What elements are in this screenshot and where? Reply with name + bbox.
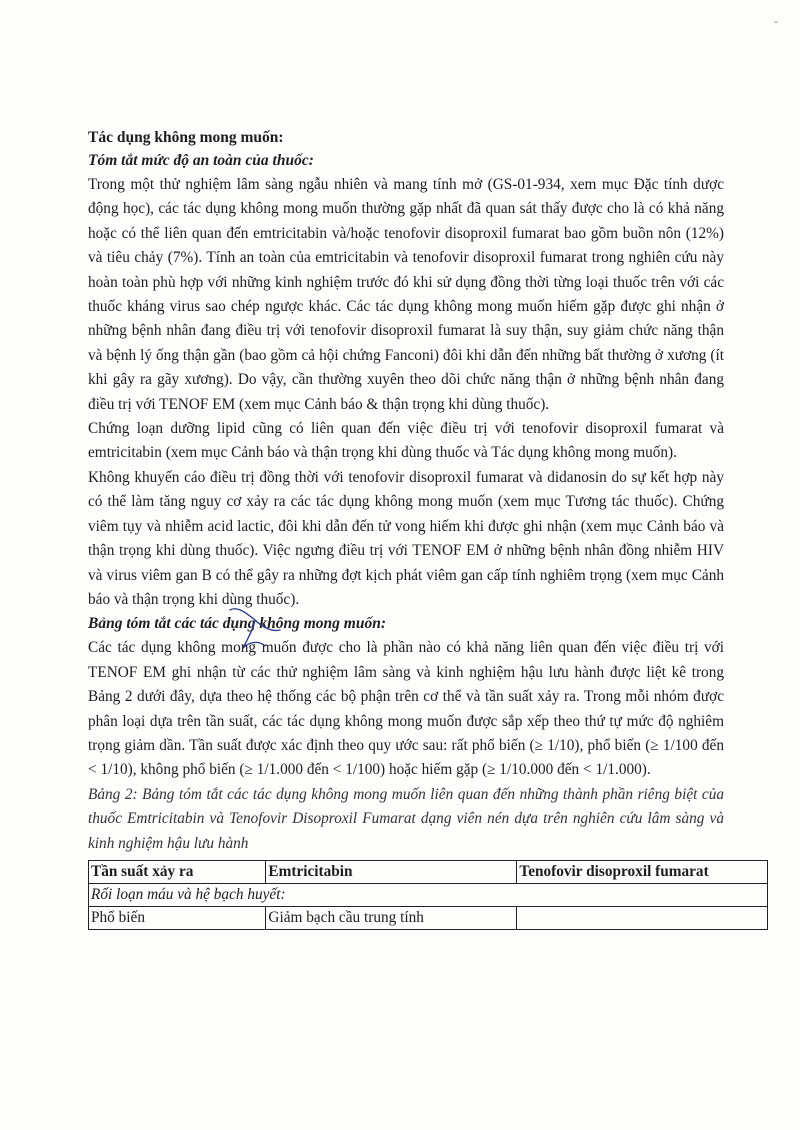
- adverse-effects-table: [88, 860, 768, 930]
- paragraph-lipodystrophy: Chứng loạn dưỡng lipid cũng có liên quan đến việc điều trị với tenofovir disoproxil fumarat và emtricitabin (xem mục Cảnh báo và thận trọng khi dùng thuốc và Tác dụng không mong muốn).: [88, 420, 724, 462]
- page-corner-mark: -: [774, 14, 778, 28]
- header-emtricitabin: Emtricitabin: [266, 860, 517, 883]
- table-caption: Bảng 2: Bảng tóm tắt các tác dụng không mong muốn liên quan đến những thành phần riêng biệt của thuốc Emtricitabin và Tenofovir Disoproxil Fumarat dạng viên nén dựa trên nghiên cứu lâm sàng và kinh nghiệm hậu lưu hành: [88, 785, 724, 852]
- header-tenofovir: Tenofovir disoproxil fumarat: [517, 860, 768, 883]
- safety-summary-subheading: Tóm tắt mức độ an toàn của thuốc:: [88, 152, 314, 169]
- table-row: [89, 906, 768, 929]
- paragraph-safety-summary: Trong một thử nghiệm lâm sàng ngẫu nhiên và mang tính mở (GS-01-934, xem mục Đặc tính dược động học), các tác dụng không mong muốn thường gặp nhất đã quan sát thấy được cho là có khả năng hoặc có thể liên quan đến emtricitabin và/hoặc tenofovir disoproxil fumarat bao gồm buồn nôn (12%) và tiêu chảy (7%). Tính an toàn của emtricitabin và tenofovir disoproxil fumarat trong nghiên cứu này hoàn toàn phù hợp với những kinh nghiệm trước đó khi sử dụng đồng thời từng loại thuốc trên với các thuốc kháng virus sao chép ngược khác. Các tác dụng không mong muốn hiếm gặp được ghi nhận ở những bệnh nhân đang điều trị với tenofovir disoproxil fumarat là suy thận, suy giảm chức năng thận và bệnh lý ống thận gần (bao gồm cả hội chứng Fanconi) đôi khi dẫn đến những bất thường ở xương (ít khi gây ra gãy xương). Do vậy, cần thường xuyên theo dõi chức năng thận ở những bệnh nhân đang điều trị với TENOF EM (xem mục Cảnh báo & thận trọng khi dùng thuốc).: [88, 176, 724, 413]
- document-page: [88, 126, 724, 930]
- cell-emtricitabin: Giảm bạch cầu trung tính: [266, 906, 517, 929]
- header-frequency: Tần suất xảy ra: [89, 860, 266, 883]
- group-label: Rối loạn máu và hệ bạch huyết:: [89, 883, 768, 906]
- table-group-row: [89, 883, 768, 906]
- cell-tenofovir: [517, 906, 768, 929]
- paragraph-frequency-convention: Các tác dụng không mong muốn được cho là phần nào có khả năng liên quan đến việc điều trị với TENOF EM ghi nhận từ các thử nghiệm lâm sàng và kinh nghiệm hậu lưu hành được liệt kê trong Bảng 2 dưới đây, dựa theo hệ thống các bộ phận trên cơ thể và tần suất xảy ra. Trong mỗi nhóm được phân loại dựa trên tần suất, các tác dụng không mong muốn được sắp xếp theo thứ tự mức độ nghiêm trọng giảm dần. Tần suất được xác định theo quy ước sau: rất phổ biến (≥ 1/10), phổ biến (≥ 1/100 đến < 1/10), không phổ biến (≥ 1/1.000 đến < 1/100) hoặc hiếm gặp (≥ 1/10.000 đến < 1/1.000).: [88, 639, 724, 779]
- cell-frequency: Phổ biến: [89, 906, 266, 929]
- section-heading: Tác dụng không mong muốn:: [88, 129, 284, 146]
- table-summary-subheading: Bảng tóm tắt các tác dụng không mong muốn:: [88, 615, 386, 633]
- table-header-row: [89, 860, 768, 883]
- paragraph-didanosine: Không khuyến cáo điều trị đồng thời với tenofovir disoproxil fumarat và didanosin do sự kết hợp này có thể làm tăng nguy cơ xảy ra các tác dụng không mong muốn (xem mục Tương tác thuốc). Chứng viêm tụy và nhiễm acid lactic, đôi khi dẫn đến tử vong hiếm khi được ghi nhận (xem mục Cảnh báo và thận trọng khi dùng thuốc). Việc ngưng điều trị với TENOF EM ở những bệnh nhân đồng nhiễm HIV và virus viêm gan B có thể gây ra những đợt kịch phát viêm gan cấp tính nghiêm trọng (xem mục Cảnh báo và thận trọng khi dùng thuốc).: [88, 468, 724, 608]
